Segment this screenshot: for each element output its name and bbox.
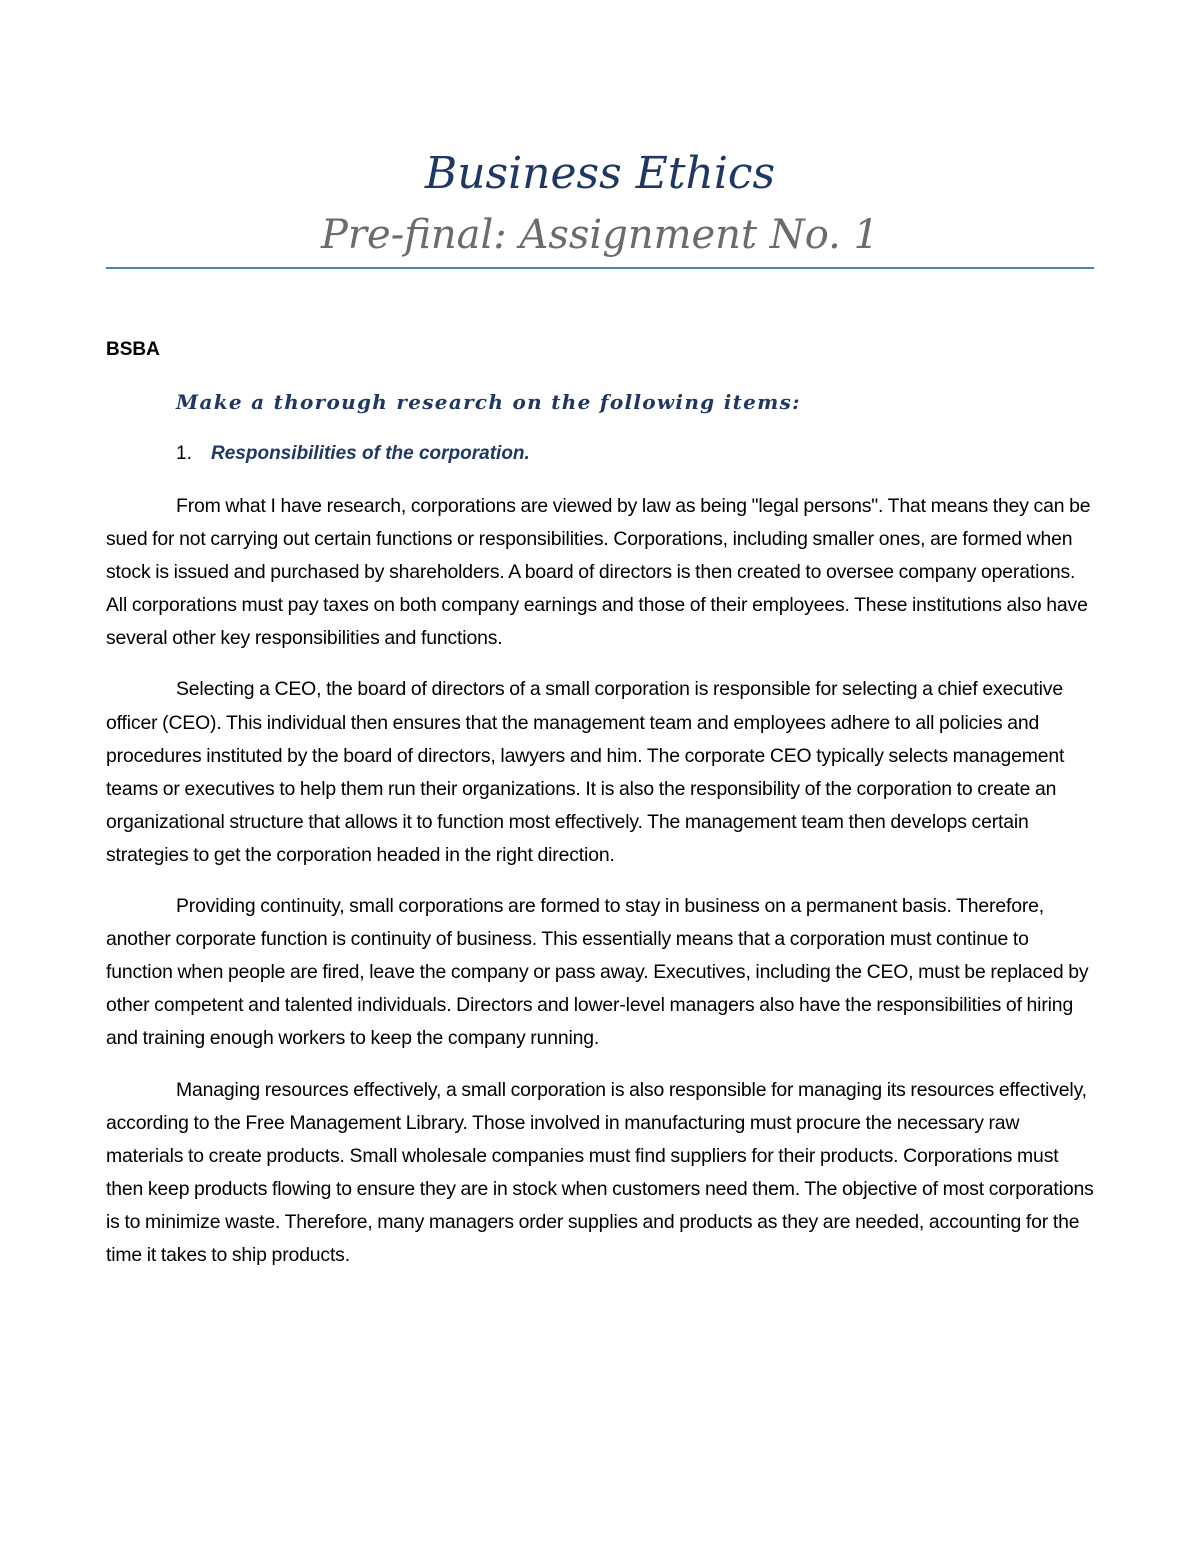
document-title: Business Ethics	[424, 148, 776, 199]
list-item	[176, 441, 530, 467]
paragraph: Selecting a CEO, the board of directors of a small corporation is responsible for selecting a chief executive officer (CEO). This individual then ensures that the management team and employees adhere to all policies and procedures instituted by the board of directors, lawyers and him. The corporate CEO typically selects management teams or executives to help them run their organizations. It is also the responsibility of the corporation to create an organizational structure that allows it to function most effectively. The management team then develops certain strategies to get the corporation headed in the right direction.	[106, 678, 1065, 866]
paragraph: Managing resources effectively, a small corporation is also responsible for managing its resources effectively, according to the Free Management Library. Those involved in manufacturing must procure the necessary raw materials to create products. Small wholesale companies must find suppliers for their products. Corporations must then keep products flowing to ensure they are in stock when customers need them. The objective of most corporations is to minimize waste. Therefore, many managers order supplies and products as they are needed, accounting for the time it takes to ship products.	[106, 1078, 1094, 1266]
instruction-heading: Make a thorough research on the following items:	[176, 390, 801, 414]
paragraph: Providing continuity, small corporations are formed to stay in business on a permanent basis. Therefore, another corporate function is continuity of business. This essentially means that a corporation must continue to function when people are fired, leave the company or pass away. Executives, including the CEO, must be replaced by other competent and talented individuals. Directors and lower-level managers also have the responsibilities of hiring and training enough workers to keep the company running.	[106, 895, 1089, 1050]
list-item-number: 1.	[176, 443, 192, 464]
paragraph: From what I have research, corporations are viewed by law as being "legal persons". That means they can be sued for not carrying out certain functions or responsibilities. Corporations, including smaller ones, are formed when stock is issued and purchased by shareholders. A board of directors is then created to oversee company operations. All corporations must pay taxes on both company earnings and those of their employees. These institutions also have several other key responsibilities and functions.	[106, 495, 1091, 650]
list-item-label: Responsibilities of the corporation.	[211, 443, 530, 464]
program-label: BSBA	[106, 339, 160, 360]
document-subtitle: Pre-final: Assignment No. 1	[320, 212, 879, 258]
title-divider	[106, 267, 1094, 269]
body-text	[106, 490, 1098, 1290]
